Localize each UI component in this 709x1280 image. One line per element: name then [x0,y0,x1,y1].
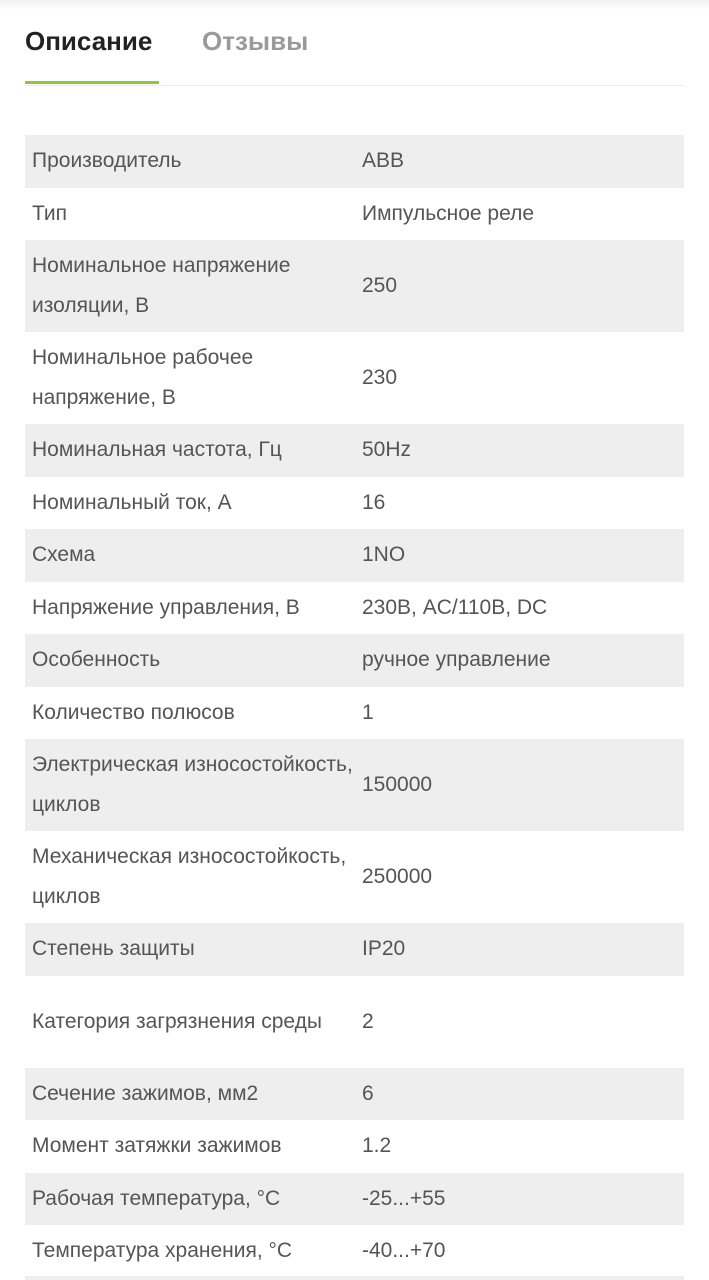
spec-value: 1 [362,700,374,724]
spec-label: Момент затяжки зажимов [32,1134,282,1158]
spec-row-operating-temperature [25,1173,684,1226]
spec-value: 2 [362,1009,374,1033]
spec-value: 150000 [362,773,433,796]
spec-label: Сечение зажимов, мм2 [32,1081,259,1105]
spec-row-frequency [25,424,684,477]
next-row-edge [25,1276,684,1280]
spec-value: 6 [362,1081,374,1105]
tab-bar [25,0,684,86]
spec-value: Импульсное реле [362,201,535,225]
spec-row-manufacturer [25,135,684,188]
spec-value: 230 [362,366,398,389]
spec-value: ручное управление [362,648,551,672]
spec-row-control-voltage [25,582,684,635]
spec-row-poles [25,687,684,740]
spec-row-terminal-section [25,1068,684,1121]
spec-label: Механическая износостойкость, циклов [32,845,347,908]
spec-label: Количество полюсов [32,700,235,724]
spec-value: 1.2 [362,1134,392,1158]
spec-value: IP20 [362,937,406,961]
spec-row-electrical-endurance [25,739,684,831]
spec-label: Рабочая температура, °С [32,1186,281,1210]
spec-value: 230В, AC/110В, DC [362,595,548,619]
spec-row-mechanical-endurance [25,831,684,923]
spec-label: Схема [32,543,96,567]
spec-label: Номинальный ток, А [32,490,232,514]
spec-label: Производитель [32,149,182,173]
spec-row-insulation-voltage [25,240,684,332]
spec-row-current [25,477,684,530]
spec-label: Особенность [32,648,161,672]
spec-row-storage-temperature [25,1225,684,1278]
tab-description[interactable]: Описание [25,0,159,84]
spec-row-type [25,188,684,241]
spec-label: Степень защиты [32,937,195,961]
spec-row-scheme [25,529,684,582]
spec-value: 1NO [362,543,406,567]
spec-row-tightening-torque [25,1120,684,1173]
specs-table [25,135,684,1278]
tab-reviews[interactable]: Отзывы [202,26,309,56]
spec-label: Категория загрязнения среды [32,1009,322,1033]
spec-row-feature [25,634,684,687]
spec-value: 16 [362,490,386,514]
spec-label: Номинальное рабочее напряжение, В [32,346,254,409]
spec-row-pollution-category [25,976,684,1068]
spec-value: -40...+70 [362,1239,446,1263]
spec-value: 50Hz [362,438,412,462]
spec-label: Номинальное напряжение изоляции, В [32,254,291,317]
spec-row-operating-voltage [25,332,684,424]
spec-label: Тип [32,201,68,225]
spec-value: ABB [362,149,405,173]
spec-label: Электрическая износостойкость, циклов [32,753,353,816]
spec-value: 250 [362,274,398,297]
spec-label: Напряжение управления, В [32,595,300,619]
spec-row-protection [25,923,684,976]
spec-value: 250000 [362,865,433,888]
spec-label: Температура хранения, °С [32,1239,293,1263]
spec-value: -25...+55 [362,1186,446,1210]
spec-label: Номинальная частота, Гц [32,438,282,462]
